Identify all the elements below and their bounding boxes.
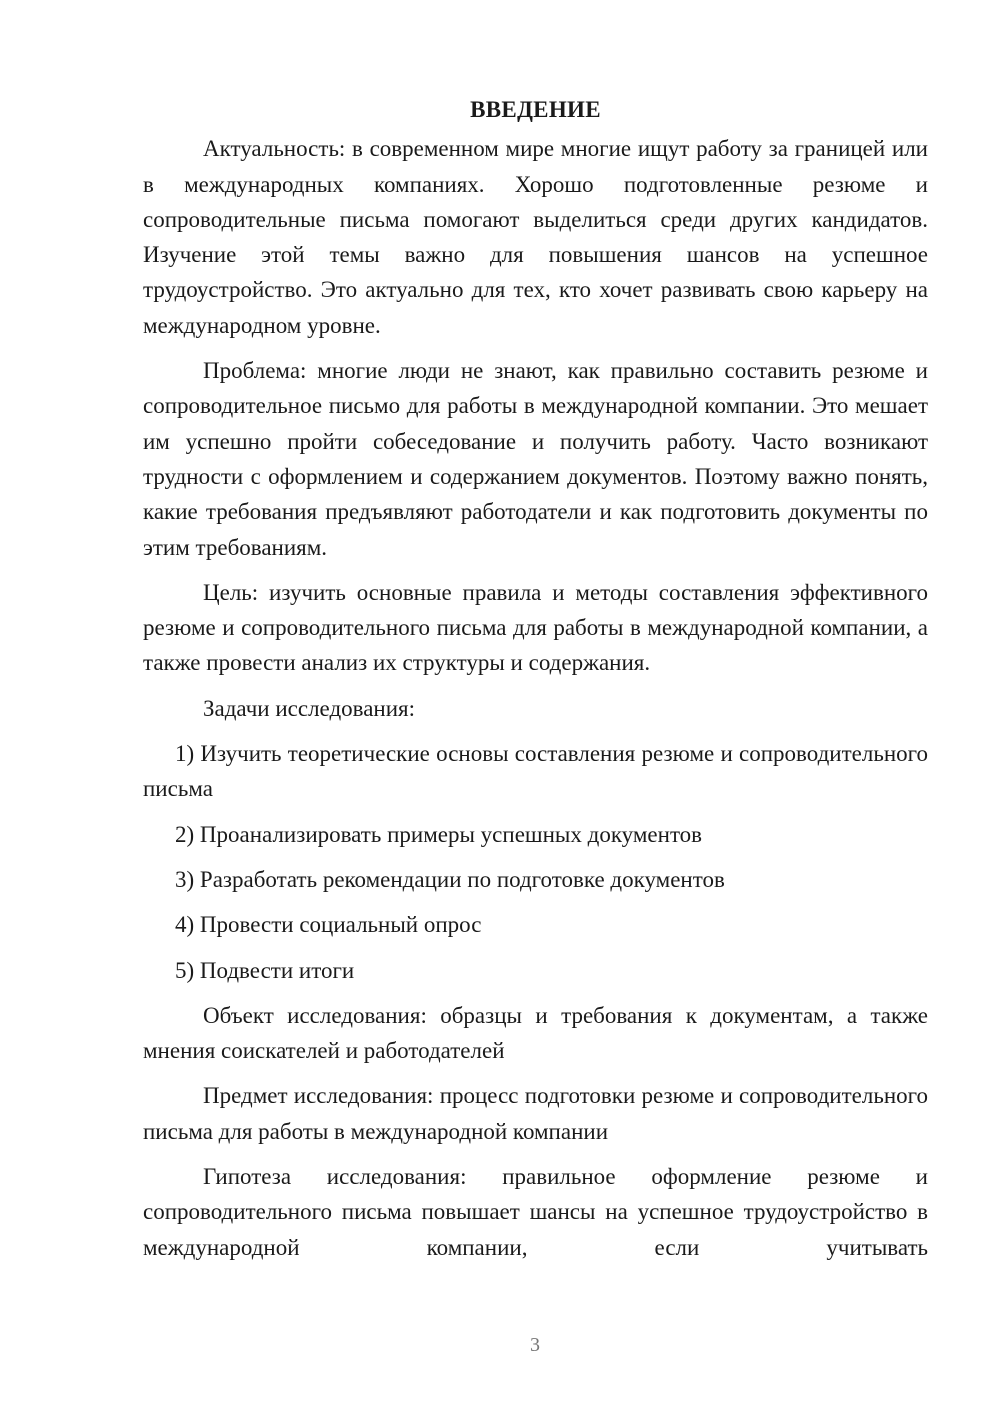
paragraph-subject: Предмет исследования: процесс подготовки резюме и сопроводительного письма для работы в международной компании [143,1083,928,1144]
paragraph-goal: Цель: изучить основные правила и методы составления эффективного резюме и сопроводительного письма для работы в международной компании, а также провести анализ их структуры и содержания. [143,579,928,676]
task-item-1: 1) Изучить теоретические основы составления резюме и сопроводительного письма [143,741,928,802]
task-item-4: 4) Провести социальный опрос [175,912,482,938]
page-content [143,92,928,1265]
task-item-5: 5) Подвести итоги [175,957,355,983]
tasks-heading: Задачи исследования: [203,695,416,721]
paragraph-hypothesis: Гипотеза исследования: правильное оформление резюме и сопроводительного письма повышает шансы на успешное трудоустройство в международной компании, если учитывать [143,1164,928,1260]
task-item-2: 2) Проанализировать примеры успешных документов [175,821,703,847]
section-title: ВВЕДЕНИЕ [470,97,601,122]
paragraph-relevance: Актуальность: в современном мире многие ищут работу за границей или в международных компаниях. Хорошо подготовленные резюме и сопроводительные письма помогают выделиться среди других кандидатов. Изучение этой темы важно для повышения шансов на успешное трудоустройство. Это актуально для тех, кто хочет развивать свою карьеру на международном уровне. [143,136,928,338]
task-item-3: 3) Разработать рекомендации по подготовке документов [175,866,725,892]
paragraph-problem: Проблема: многие люди не знают, как правильно составить резюме и сопроводительное письмо для работы в международной компании. Это мешает им успешно пройти собеседование и получить работу. Часто возникают трудности с оформлением и содержанием документов. Поэтому важно понять, какие требования предъявляют работодатели и как подготовить документы по этим требованиям. [143,358,928,560]
page-number: 3 [530,1334,540,1356]
paragraph-object: Объект исследования: образцы и требования к документам, а также мнения соискателей и работодателей [143,1002,928,1064]
